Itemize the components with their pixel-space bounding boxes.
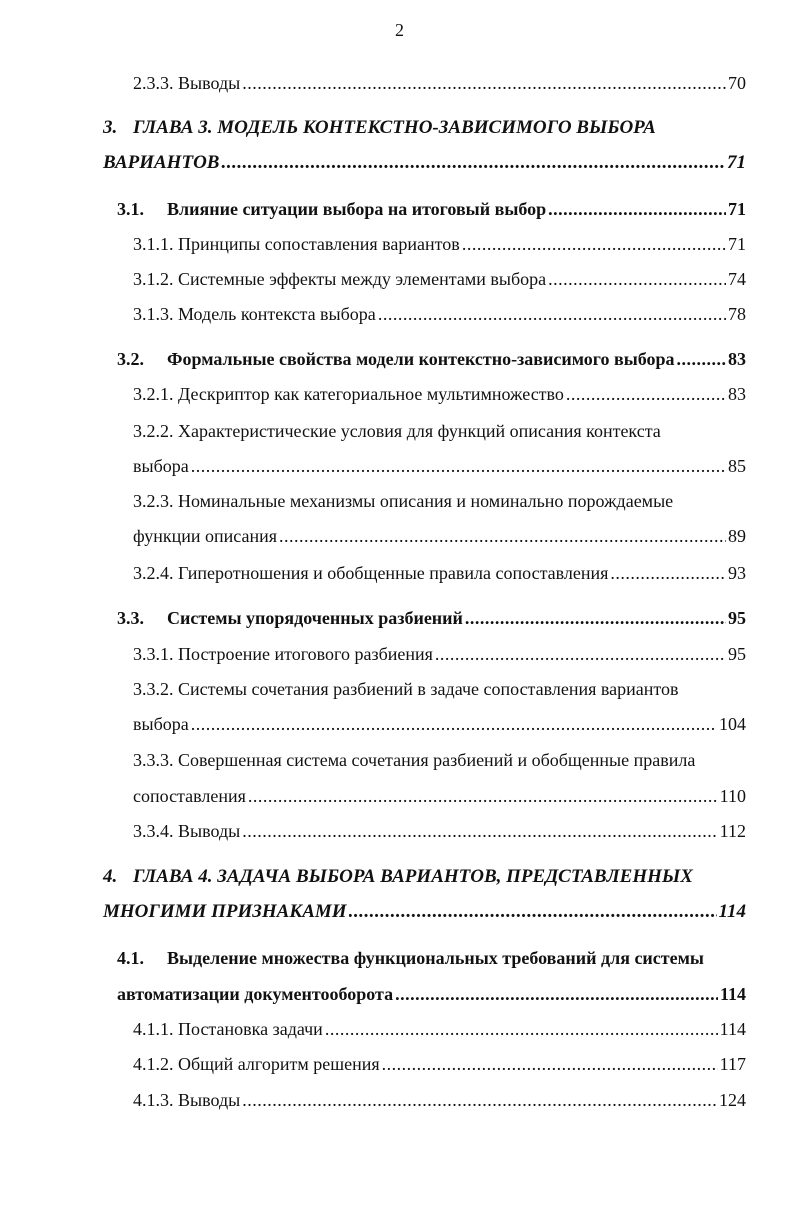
entry-number: 3.: [103, 117, 118, 138]
entry-title-line2: выбора: [133, 456, 189, 476]
entry-title-line2: функции описания: [133, 526, 277, 546]
toc-entry: [133, 1049, 746, 1079]
entry-number: 3.2.3.: [133, 491, 174, 511]
entry-number: 3.2.4.: [133, 563, 174, 583]
dot-leader: [382, 1049, 718, 1079]
toc-entry: [133, 1085, 746, 1115]
entry-title-line2: автоматизации документооборота: [117, 984, 394, 1004]
entry-title-line1: Выделение множества функциональных требований для системы: [167, 948, 704, 968]
entry-page: 71: [728, 199, 746, 219]
entry-number: 3.1.: [117, 199, 144, 219]
section-entry: [117, 603, 746, 633]
entry-title: Дескриптор как категориальное мультимножество: [178, 384, 564, 404]
toc-entry-line2: [133, 709, 746, 739]
entry-number: 3.1.1.: [133, 234, 174, 254]
dot-leader: [248, 781, 718, 811]
entry-page: 95: [728, 644, 746, 664]
entry-title: Выводы: [178, 1090, 241, 1110]
entry-number: 3.2.2.: [133, 421, 174, 441]
entry-page: 74: [728, 269, 746, 289]
dot-leader: [242, 1085, 717, 1115]
toc-entry: [133, 558, 746, 588]
entry-title: Выводы: [178, 73, 241, 93]
entry-page: 95: [728, 608, 746, 628]
entry-title-line2: сопоставления: [133, 786, 246, 806]
dot-leader: [378, 299, 726, 329]
entry-page: 114: [719, 984, 746, 1004]
entry-number: 2.3.3.: [133, 73, 174, 93]
entry-page: 112: [719, 821, 746, 841]
toc-entry-line1: [133, 745, 746, 775]
entry-title-line1: Системы сочетания разбиений в задаче сопоставления вариантов: [178, 679, 679, 699]
entry-page: 71: [727, 152, 746, 173]
toc-entry: [133, 639, 746, 669]
entry-title-line2: ВАРИАНТОВ: [103, 152, 220, 173]
entry-title: Общий алгоритм решения: [178, 1054, 380, 1074]
entry-number: 4.1.1.: [133, 1019, 174, 1039]
entry-page: 104: [719, 714, 746, 734]
dot-leader: [325, 1014, 718, 1044]
entry-title: Формальные свойства модели контекстно-зависимого выбора: [167, 349, 675, 369]
toc-entry-line1: [133, 416, 746, 446]
chapter-heading-cont: [103, 897, 746, 927]
entry-title-line2: МНОГИМИ ПРИЗНАКАМИ: [103, 901, 347, 922]
entry-page: 114: [718, 901, 746, 922]
entry-page: 124: [719, 1090, 746, 1110]
chapter-heading-cont: [103, 148, 746, 178]
entry-number: 3.2.1.: [133, 384, 174, 404]
entry-page: 110: [719, 786, 746, 806]
entry-page: 71: [728, 234, 746, 254]
dot-leader: [242, 68, 726, 98]
dot-leader: [610, 558, 726, 588]
toc-entry: [133, 299, 746, 329]
entry-number: 4.1.3.: [133, 1090, 174, 1110]
dot-leader: [462, 229, 726, 259]
entry-title-line1: Характеристические условия для функций описания контекста: [178, 421, 661, 441]
dot-leader: [548, 194, 726, 224]
dot-leader: [191, 709, 717, 739]
toc-entry-line2: [133, 521, 746, 551]
entry-page: 89: [728, 526, 746, 546]
entry-number: 3.1.2.: [133, 269, 174, 289]
entry-title: Принципы сопоставления вариантов: [178, 234, 460, 254]
page-number: 2: [395, 20, 404, 40]
toc-entry: [133, 229, 746, 259]
section-entry-line1: [117, 943, 746, 973]
toc-entry: [133, 68, 746, 98]
entry-page: 83: [728, 349, 746, 369]
entry-title-line1: Номинальные механизмы описания и номинально порождаемые: [178, 491, 674, 511]
section-entry: [117, 344, 746, 374]
entry-number: 3.1.3.: [133, 304, 174, 324]
entry-title: Модель контекста выбора: [178, 304, 376, 324]
entry-title: Системные эффекты между элементами выбора: [178, 269, 547, 289]
dot-leader: [395, 979, 718, 1009]
chapter-heading: [103, 862, 693, 892]
entry-title: Постановка задачи: [178, 1019, 323, 1039]
dot-leader: [221, 148, 725, 178]
entry-page: 117: [719, 1054, 746, 1074]
entry-number: 3.3.3.: [133, 750, 174, 770]
section-entry-line2: [117, 979, 746, 1009]
section-entry: [117, 194, 746, 224]
entry-page: 114: [719, 1019, 746, 1039]
entry-number: 3.2.: [117, 349, 144, 369]
dot-leader: [242, 816, 717, 846]
entry-number: 3.3.4.: [133, 821, 174, 841]
entry-title-line1: ГЛАВА 3. МОДЕЛЬ КОНТЕКСТНО-ЗАВИСИМОГО ВЫБОРА: [133, 117, 656, 138]
entry-page: 83: [728, 384, 746, 404]
toc-entry-line2: [133, 781, 746, 811]
entry-title-line1: Совершенная система сочетания разбиений и обобщенные правила: [178, 750, 696, 770]
dot-leader: [349, 897, 717, 927]
entry-title: Построение итогового разбиения: [178, 644, 433, 664]
dot-leader: [566, 379, 726, 409]
chapter-heading: [103, 113, 656, 143]
entry-number: 3.3.: [117, 608, 144, 628]
toc-entry-line1: [133, 674, 746, 704]
dot-leader: [677, 344, 726, 374]
entry-number: 4.1.2.: [133, 1054, 174, 1074]
entry-title-line2: выбора: [133, 714, 189, 734]
dot-leader: [191, 451, 726, 481]
entry-number: 3.3.1.: [133, 644, 174, 664]
entry-title: Гиперотношения и обобщенные правила сопоставления: [178, 563, 609, 583]
dot-leader: [548, 264, 726, 294]
entry-page: 93: [728, 563, 746, 583]
entry-title: Влияние ситуации выбора на итоговый выбор: [167, 199, 547, 219]
entry-title: Выводы: [178, 821, 241, 841]
toc-entry: [133, 816, 746, 846]
entry-page: 70: [728, 73, 746, 93]
entry-page: 85: [728, 456, 746, 476]
toc-entry: [133, 1014, 746, 1044]
entry-number: 4.1.: [117, 948, 144, 968]
entry-number: 4.: [103, 866, 118, 887]
entry-title-line1: ГЛАВА 4. ЗАДАЧА ВЫБОРА ВАРИАНТОВ, ПРЕДСТАВЛЕННЫХ: [133, 866, 693, 887]
entry-page: 78: [728, 304, 746, 324]
entry-number: 3.3.2.: [133, 679, 174, 699]
toc-entry-line1: [133, 486, 746, 516]
dot-leader: [279, 521, 726, 551]
toc-entry: [133, 379, 746, 409]
toc-entry: [133, 264, 746, 294]
dot-leader: [435, 639, 726, 669]
toc-entry-line2: [133, 451, 746, 481]
entry-title: Системы упорядоченных разбиений: [167, 608, 463, 628]
dot-leader: [465, 603, 726, 633]
